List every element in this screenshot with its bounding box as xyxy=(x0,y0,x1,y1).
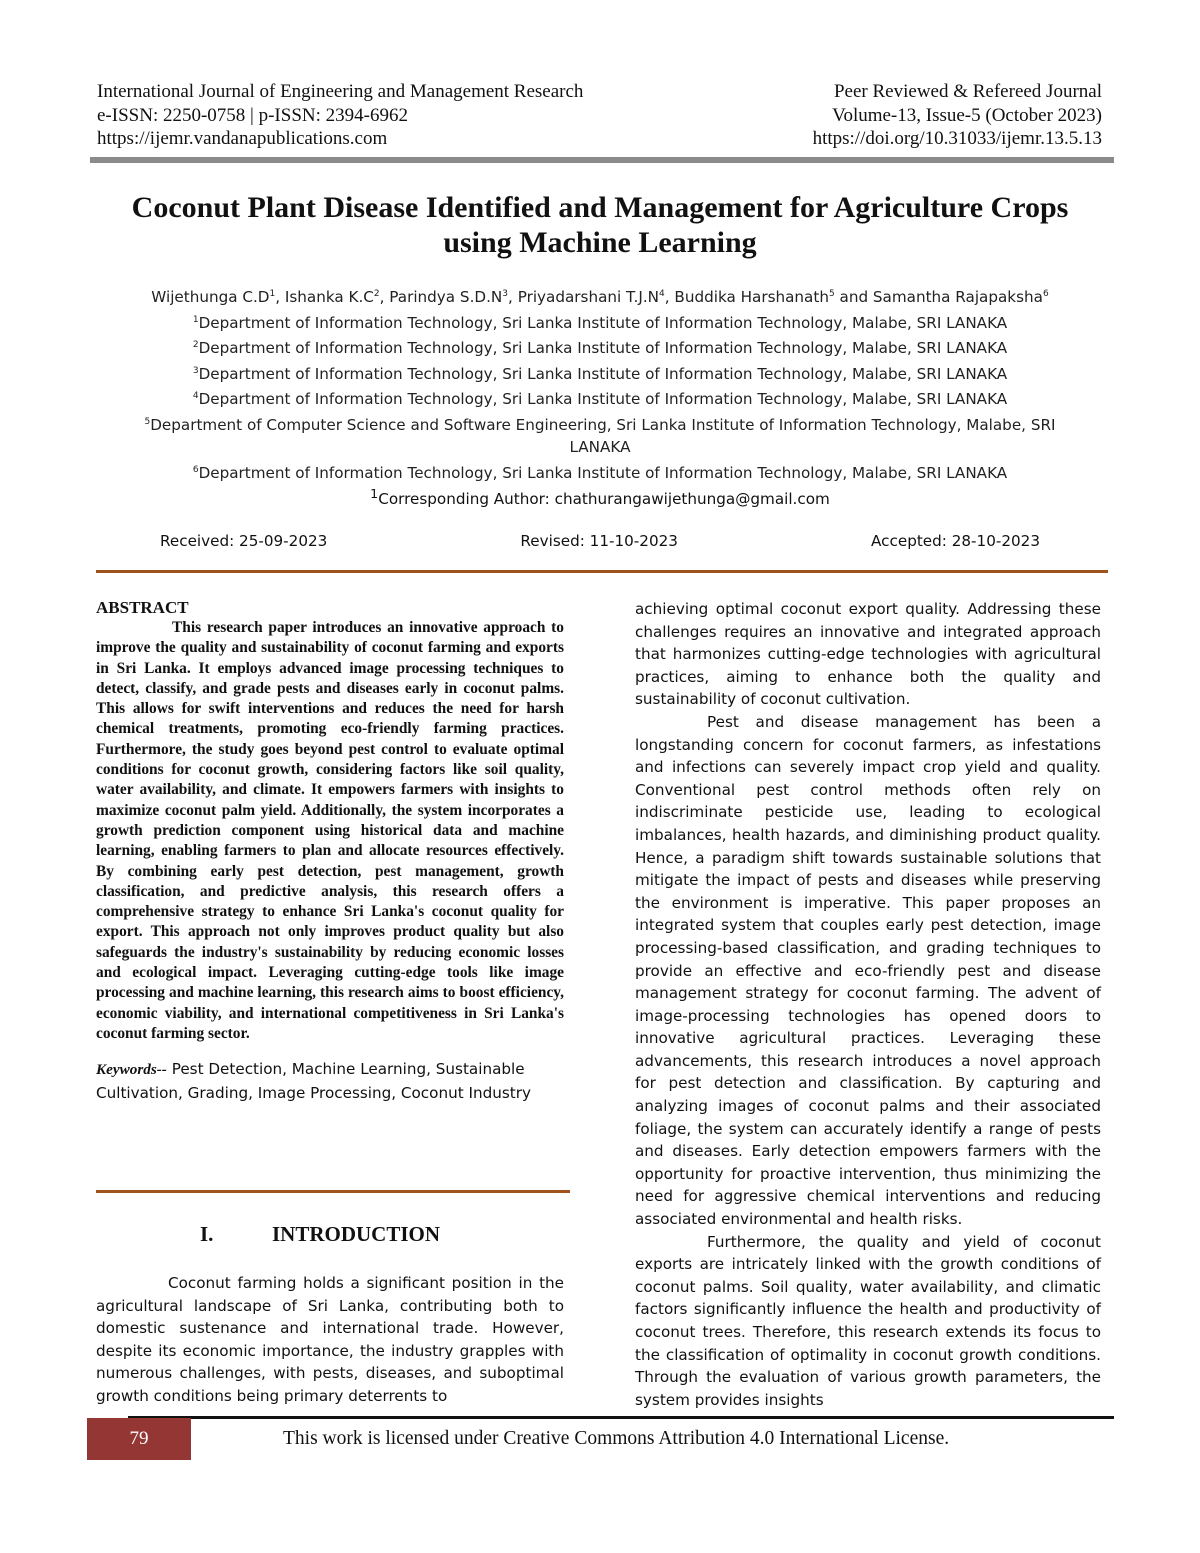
corr-sup: 1 xyxy=(370,486,379,501)
author-sup: 6 xyxy=(1042,289,1049,299)
section-rule xyxy=(96,570,1108,573)
left-column xyxy=(96,598,564,1104)
author-sup: 2 xyxy=(373,289,380,299)
affiliation-text: Department of Computer Science and Software Engineering, Sri Lanka Institute of Information Technology, Malabe, SRI LANAKA xyxy=(150,415,1056,457)
revised-date: Revised: 11-10-2023 xyxy=(520,532,678,550)
affiliation-text: Department of Information Technology, Sri Lanka Institute of Information Technology, Malabe, SRI LANAKA xyxy=(198,313,1008,332)
volume-issue: Volume-13, Issue-5 (October 2023) xyxy=(832,104,1102,126)
corr-text: Corresponding Author: chathurangawijethunga@gmail.com xyxy=(378,490,830,509)
affiliation-sup: 6 xyxy=(192,464,199,475)
section-number: I. xyxy=(200,1222,214,1246)
author-sup: 1 xyxy=(269,289,276,299)
title-line: Coconut Plant Disease Identified and Management for Agriculture Crops xyxy=(131,191,1069,224)
license-text[interactable]: This work is licensed under Creative Commons Attribution 4.0 International License. xyxy=(283,1428,950,1449)
title-line: using Machine Learning xyxy=(443,226,757,259)
author-sup: 4 xyxy=(659,289,665,299)
affiliation-sup: 2 xyxy=(192,340,199,351)
affiliation-text: Department of Information Technology, Sri Lanka Institute of Information Technology, Malabe, SRI LANAKA xyxy=(198,390,1008,409)
affiliations xyxy=(60,309,1140,485)
footer-rule xyxy=(128,1416,1114,1419)
affiliation xyxy=(60,334,1140,360)
affiliation-text: Department of Information Technology, Sri Lanka Institute of Information Technology, Malabe, SRI LANAKA xyxy=(198,364,1008,383)
affiliation xyxy=(60,459,1140,485)
affiliation-sup: 4 xyxy=(192,391,199,402)
paragraph: Furthermore, the quality and yield of coconut exports are intricately linked with the growth conditions of coconut palms. Soil quality, water availability, and climatic factors significantly influence the health and productivity of coconut trees. Therefore, this research extends its focus to the classification of optimality in coconut growth conditions. Through the evaluation of various growth parameters, the system provides insights xyxy=(635,1232,1101,1409)
author-name: Buddika Harshanath xyxy=(674,288,829,307)
author-name: Ishanka K.C xyxy=(284,288,374,307)
author-sup: 5 xyxy=(828,289,835,299)
accepted-date: Accepted: 28-10-2023 xyxy=(871,532,1040,550)
author-separator: , xyxy=(379,288,390,307)
page-number: 79 xyxy=(87,1418,191,1460)
keywords xyxy=(96,1058,564,1104)
right-column xyxy=(635,598,1101,1411)
review-status: Peer Reviewed & Refereed Journal xyxy=(833,81,1102,102)
abstract-heading: ABSTRACT xyxy=(96,598,189,617)
doi-link[interactable]: https://doi.org/10.31033/ijemr.13.5.13 xyxy=(812,128,1102,149)
author-name: Parindya S.D.N xyxy=(389,288,503,307)
abstract-text: This research paper introduces an innovative approach to improve the quality and sustainability of coconut farming and exports in Sri Lanka. It employs advanced image processing techniques to detect, classify, and grade pests and diseases early in coconut palms. This allows for swift interventions and reduces the need for harsh chemical treatments, promoting eco-friendly farming practices. Furthermore, the study goes beyond pest control to evaluate optimal conditions for coconut growth, considering factors like soil quality, water availability, and climate. It empowers farmers with insights to maximize coconut palm yield. Additionally, the system incorporates a growth prediction component using historical data and machine learning, enabling farmers to plan and allocate resources effectively. By combining early pest detection, pest management, growth classification, and predictive analysis, this research offers a comprehensive strategy to enhance Sri Lanka's coconut quality for export. This approach not only improves product quality but also safeguards the industry's sustainability by reducing economic losses and ecological impact. Leveraging cutting-edge tools like image processing and machine learning, this research aims to boost efficiency, economic viability, and international competitiveness in Sri Lanka's coconut farming sector. xyxy=(96,619,564,1042)
author-name: Wijethunga C.D xyxy=(151,288,270,307)
affiliation-sup: 5 xyxy=(144,416,151,427)
author-name: Samantha Rajapaksha xyxy=(872,288,1043,307)
author-sup: 3 xyxy=(502,289,509,299)
affiliation-text: Department of Information Technology, Sri Lanka Institute of Information Technology, Malabe, SRI LANAKA xyxy=(198,339,1008,358)
author-name: Priyadarshani T.J.N xyxy=(517,288,660,307)
affiliation xyxy=(60,309,1140,335)
running-header xyxy=(97,80,1102,151)
header-rule xyxy=(90,157,1114,163)
affiliation-text: Department of Information Technology, Sri Lanka Institute of Information Technology, Malabe, SRI LANAKA xyxy=(198,463,1008,482)
dates-row xyxy=(160,532,1040,550)
received-date: Received: 25-09-2023 xyxy=(160,532,328,550)
affiliation xyxy=(60,360,1140,386)
paper-title xyxy=(60,190,1140,260)
paragraph: achieving optimal coconut export quality. Addressing these challenges requires an innovative and integrated approach that harmonizes cutting-edge technologies with agricultural practices, aiming to enhance both the quality and sustainability of coconut cultivation. xyxy=(635,600,1101,709)
section-title: INTRODUCTION xyxy=(272,1222,441,1246)
issn: e-ISSN: 2250-0758 | p-ISSN: 2394-6962 xyxy=(97,104,408,126)
author-separator: and xyxy=(834,288,873,307)
abstract-rule xyxy=(96,1190,570,1193)
corresponding-author xyxy=(60,486,1140,508)
author-separator: , xyxy=(275,288,285,307)
journal-url[interactable]: https://ijemr.vandanapublications.com xyxy=(97,128,388,149)
section-heading xyxy=(200,1222,440,1247)
affiliation-sup: 3 xyxy=(192,365,199,376)
author-separator: , xyxy=(664,288,675,307)
affiliation xyxy=(60,385,1140,411)
authors-block xyxy=(60,283,1140,484)
affiliation-sup: 1 xyxy=(192,314,199,325)
affiliation xyxy=(135,411,1065,459)
keywords-text: Pest Detection, Machine Learning, Sustainable Cultivation, Grading, Image Processing, Coconut Industry xyxy=(96,1060,531,1102)
journal-name: International Journal of Engineering and Management Research xyxy=(97,81,584,102)
keywords-label: Keywords-- xyxy=(96,1061,167,1079)
intro-paragraph: Coconut farming holds a significant position in the agricultural landscape of Sri Lanka, contributing both to domestic sustenance and international trade. However, despite its economic importance, the industry grapples with numerous challenges, with pests, diseases, and suboptimal growth conditions being primary deterrents to xyxy=(96,1274,564,1405)
paragraph: Pest and disease management has been a longstanding concern for coconut farmers, as infestations and infections can severely impact crop yield and quality. Conventional pest control methods often rely on indiscriminate pesticide use, leading to ecological imbalances, health hazards, and diminishing product quality. Hence, a paradigm shift towards sustainable solutions that mitigate the impact of pests and diseases while preserving the environment is imperative. This paper proposes an integrated system that couples early pest detection, image processing-based classification, and grading techniques to provide an effective and eco-friendly pest and disease management strategy for coconut farming. The advent of image-processing technologies has opened doors to innovative agricultural practices. Leveraging these advancements, this research introduces a novel approach for pest detection and classification. By capturing and analyzing images of coconut palms and their associated foliage, the system can accurately identify a range of pests and diseases. Early detection empowers farmers with the opportunity for proactive intervention, thus minimizing the need for aggressive chemical interventions and reducing associated environmental and health risks. xyxy=(635,712,1101,1229)
author-separator: , xyxy=(508,288,518,307)
author-list xyxy=(60,283,1140,309)
